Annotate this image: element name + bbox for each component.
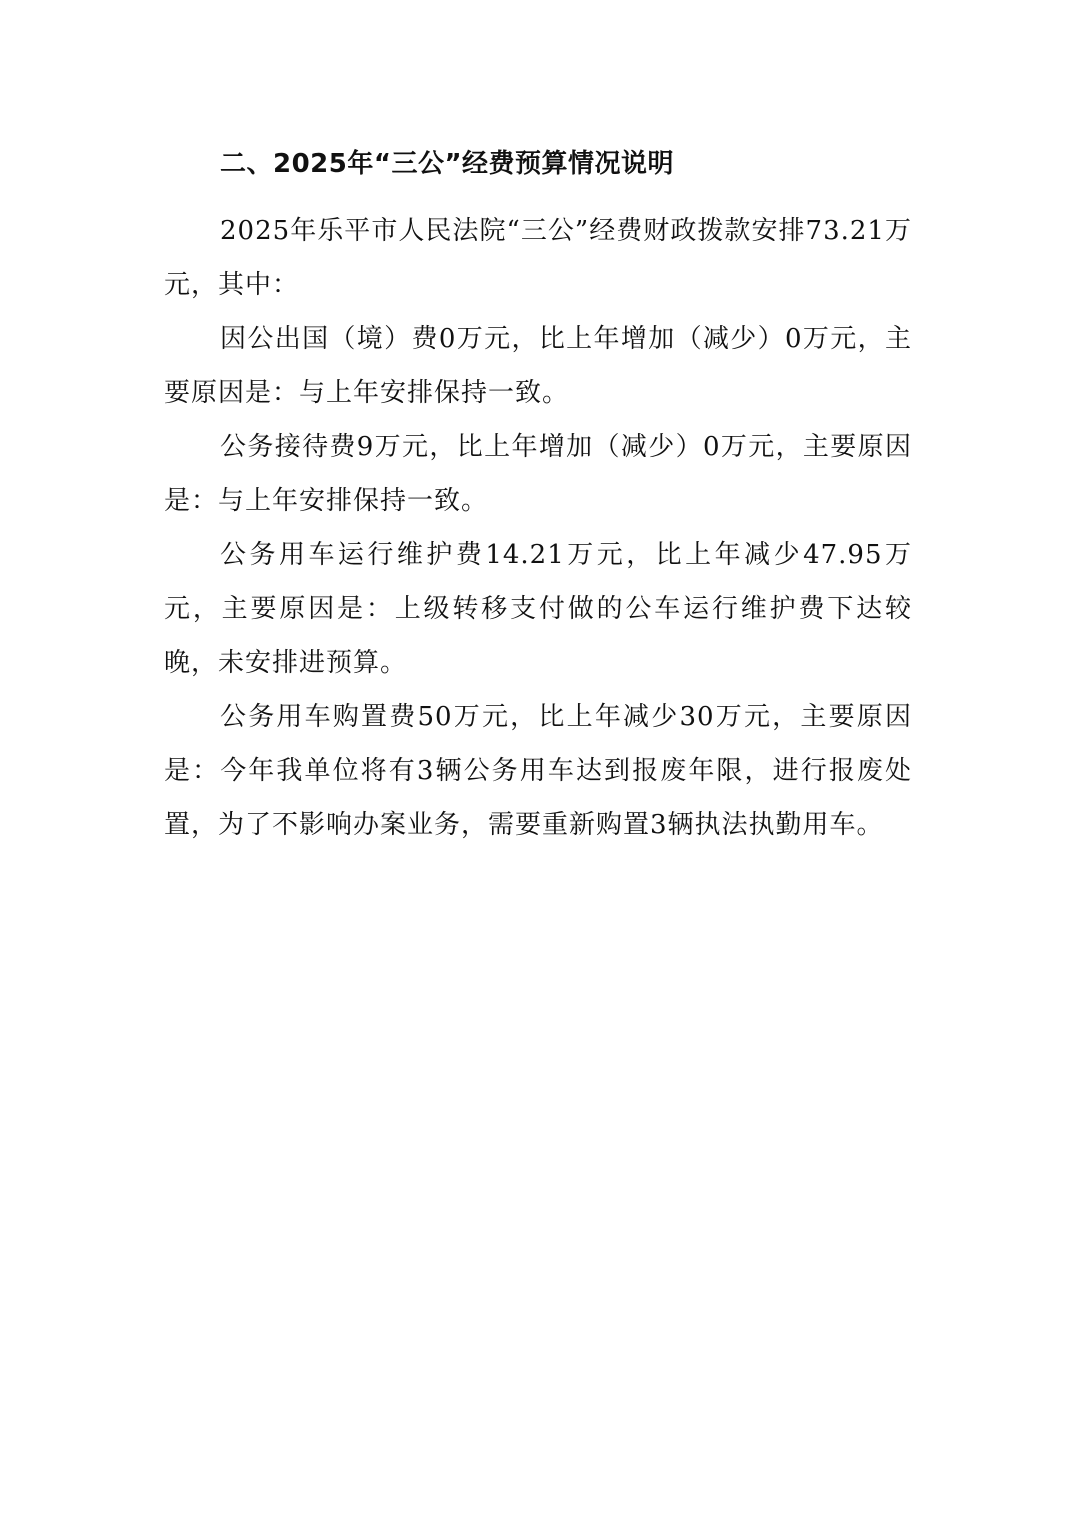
- paragraph-total: 2025年乐平市人民法院“三公”经费财政拨款安排73.21万元，其中：: [164, 216, 912, 300]
- section-heading: 二、2025年“三公”经费预算情况说明: [220, 149, 675, 179]
- paragraph-vehicle-maintenance: 公务用车运行维护费14.21万元，比上年减少47.95万元，主要原因是：上级转移支付做的公车运行维护费下达较晚，未安排进预算。: [164, 540, 912, 678]
- paragraph-vehicle-purchase: 公务用车购置费50万元，比上年减少30万元，主要原因是：今年我单位将有3辆公务用车达到报废年限，进行报废处置，为了不影响办案业务，需要重新购置3辆执法执勤用车。: [164, 702, 912, 840]
- document-body: [164, 138, 912, 852]
- paragraph-reception: 公务接待费9万元，比上年增加（减少）0万元，主要原因是：与上年安排保持一致。: [164, 432, 912, 516]
- paragraph-overseas: 因公出国（境）费0万元，比上年增加（减少）0万元，主要原因是：与上年安排保持一致。: [164, 324, 912, 408]
